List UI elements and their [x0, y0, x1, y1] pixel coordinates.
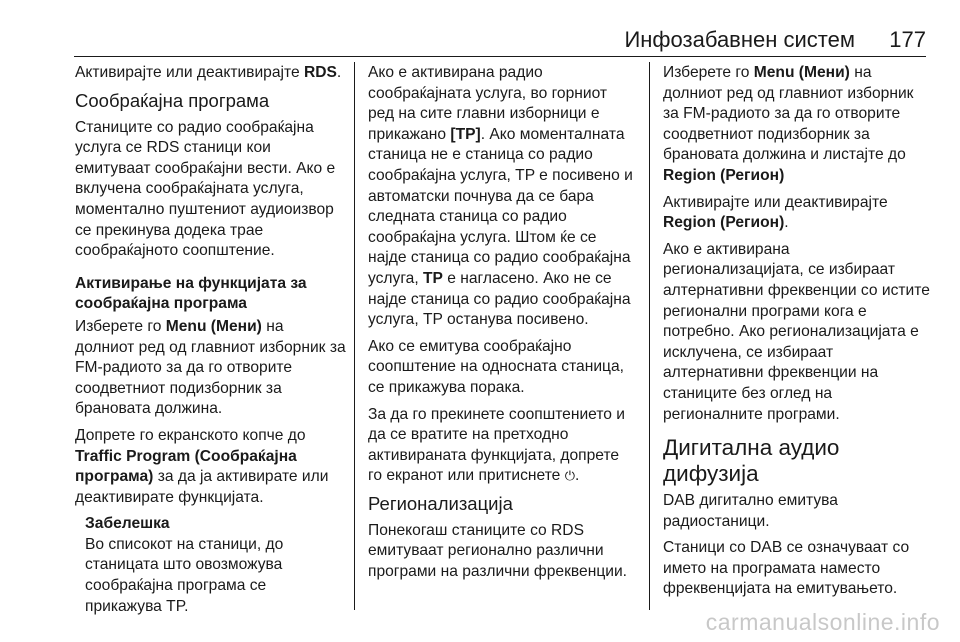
page-header — [0, 0, 960, 58]
watermark: carmanualsonline.info — [705, 609, 940, 635]
paragraph: Станици со DAB се означуваат со името на програмата наместо фреквенцијата на емитувањето. — [663, 539, 910, 598]
power-icon: ⏻ — [564, 468, 575, 484]
section-heading-region: Регионализација — [368, 492, 513, 514]
section-heading-traffic: Сообраќајна програма — [75, 89, 270, 111]
paragraph: Активирајте или деактивирајте Region (Регион). — [663, 193, 888, 232]
column-right — [663, 63, 931, 606]
paragraph: За да го прекинете соопштението и да се вратите на претходно активираната функцијата, допрете го екранот или притиснете ⏻. — [368, 405, 626, 485]
note-title: Забелешка — [85, 515, 170, 533]
page-number: 177 — [889, 27, 926, 52]
column-divider — [354, 62, 355, 610]
paragraph: DAB дигитално емитува радиостаници. — [663, 492, 838, 530]
header-title: Инфозабавнен систем — [624, 27, 855, 52]
section-heading-dab: Дигитална аудио дифузија — [663, 435, 840, 487]
paragraph: Изберете го Menu (Мени) на долниот ред од главниот изборник за FM-радиото за да го отворите соодветниот подизборник за брановата должина. — [75, 317, 346, 418]
paragraph: Ако се емитува сообраќајно соопштение на односната станица, се прикажува порака. — [368, 337, 624, 396]
paragraph: Понекогаш станиците со RDS емитуваат регионално различни програми на различни фреквенции. — [368, 521, 628, 581]
paragraph: Активирајте или деактивирајте RDS. — [75, 64, 342, 81]
paragraph: Ако е активирана регионализацијата, се избираат алтернативни фреквенции со истите регионални програми кога е потребно. Ако регионализацијата е исклучена, се избираат алтернативни фреквенции на станиците без оглед на регионалните програми. — [663, 240, 930, 423]
paragraph: Ако е активирана радио сообраќајната услуга, во горниот ред на сите главни изборници е прикажано [TP]. Ако моменталната станица не е станица со радио сообраќајна услуга, TP е посивено и автоматски почнува да се бара следната станица со радио сообраќајна услуга. Штом ќе се најде станица со радио сообраќајна услуга, TP е нагласено. Ако не се најде станица со радио сообраќајна услуга, TP останува посивено. — [368, 64, 633, 329]
paragraph: Изберете го Menu (Мени) на долниот ред од главниот изборник за FM-радиото за да го отворите соодветниот подизборник за брановата должина и листајте до Region (Регион) — [663, 64, 914, 184]
paragraph: Допрете го екранското копче до Traffic Program (Сообраќајна програма) за да ја активирате или деактивирате функцијата. — [75, 426, 329, 506]
note-text: Во списокот на станици, до станицата што овозможува сообраќајна програма се прикажува TP. — [85, 535, 284, 615]
paragraph: Станиците со радио сообраќајна услуга се RDS станици кои емитуваат сообраќајни вести. Ако е вклучена сообраќајната услуга, моментално пуштениот аудиоизвор се прекинува додека трае сообраќајното соопштение. — [75, 118, 336, 260]
column-left — [75, 63, 347, 617]
column-divider — [649, 62, 650, 610]
subheading-activate: Активирање на функцијата за сообраќајна програма — [75, 274, 307, 313]
header-rule — [74, 56, 926, 57]
column-middle — [368, 63, 636, 589]
note-block — [85, 514, 347, 617]
